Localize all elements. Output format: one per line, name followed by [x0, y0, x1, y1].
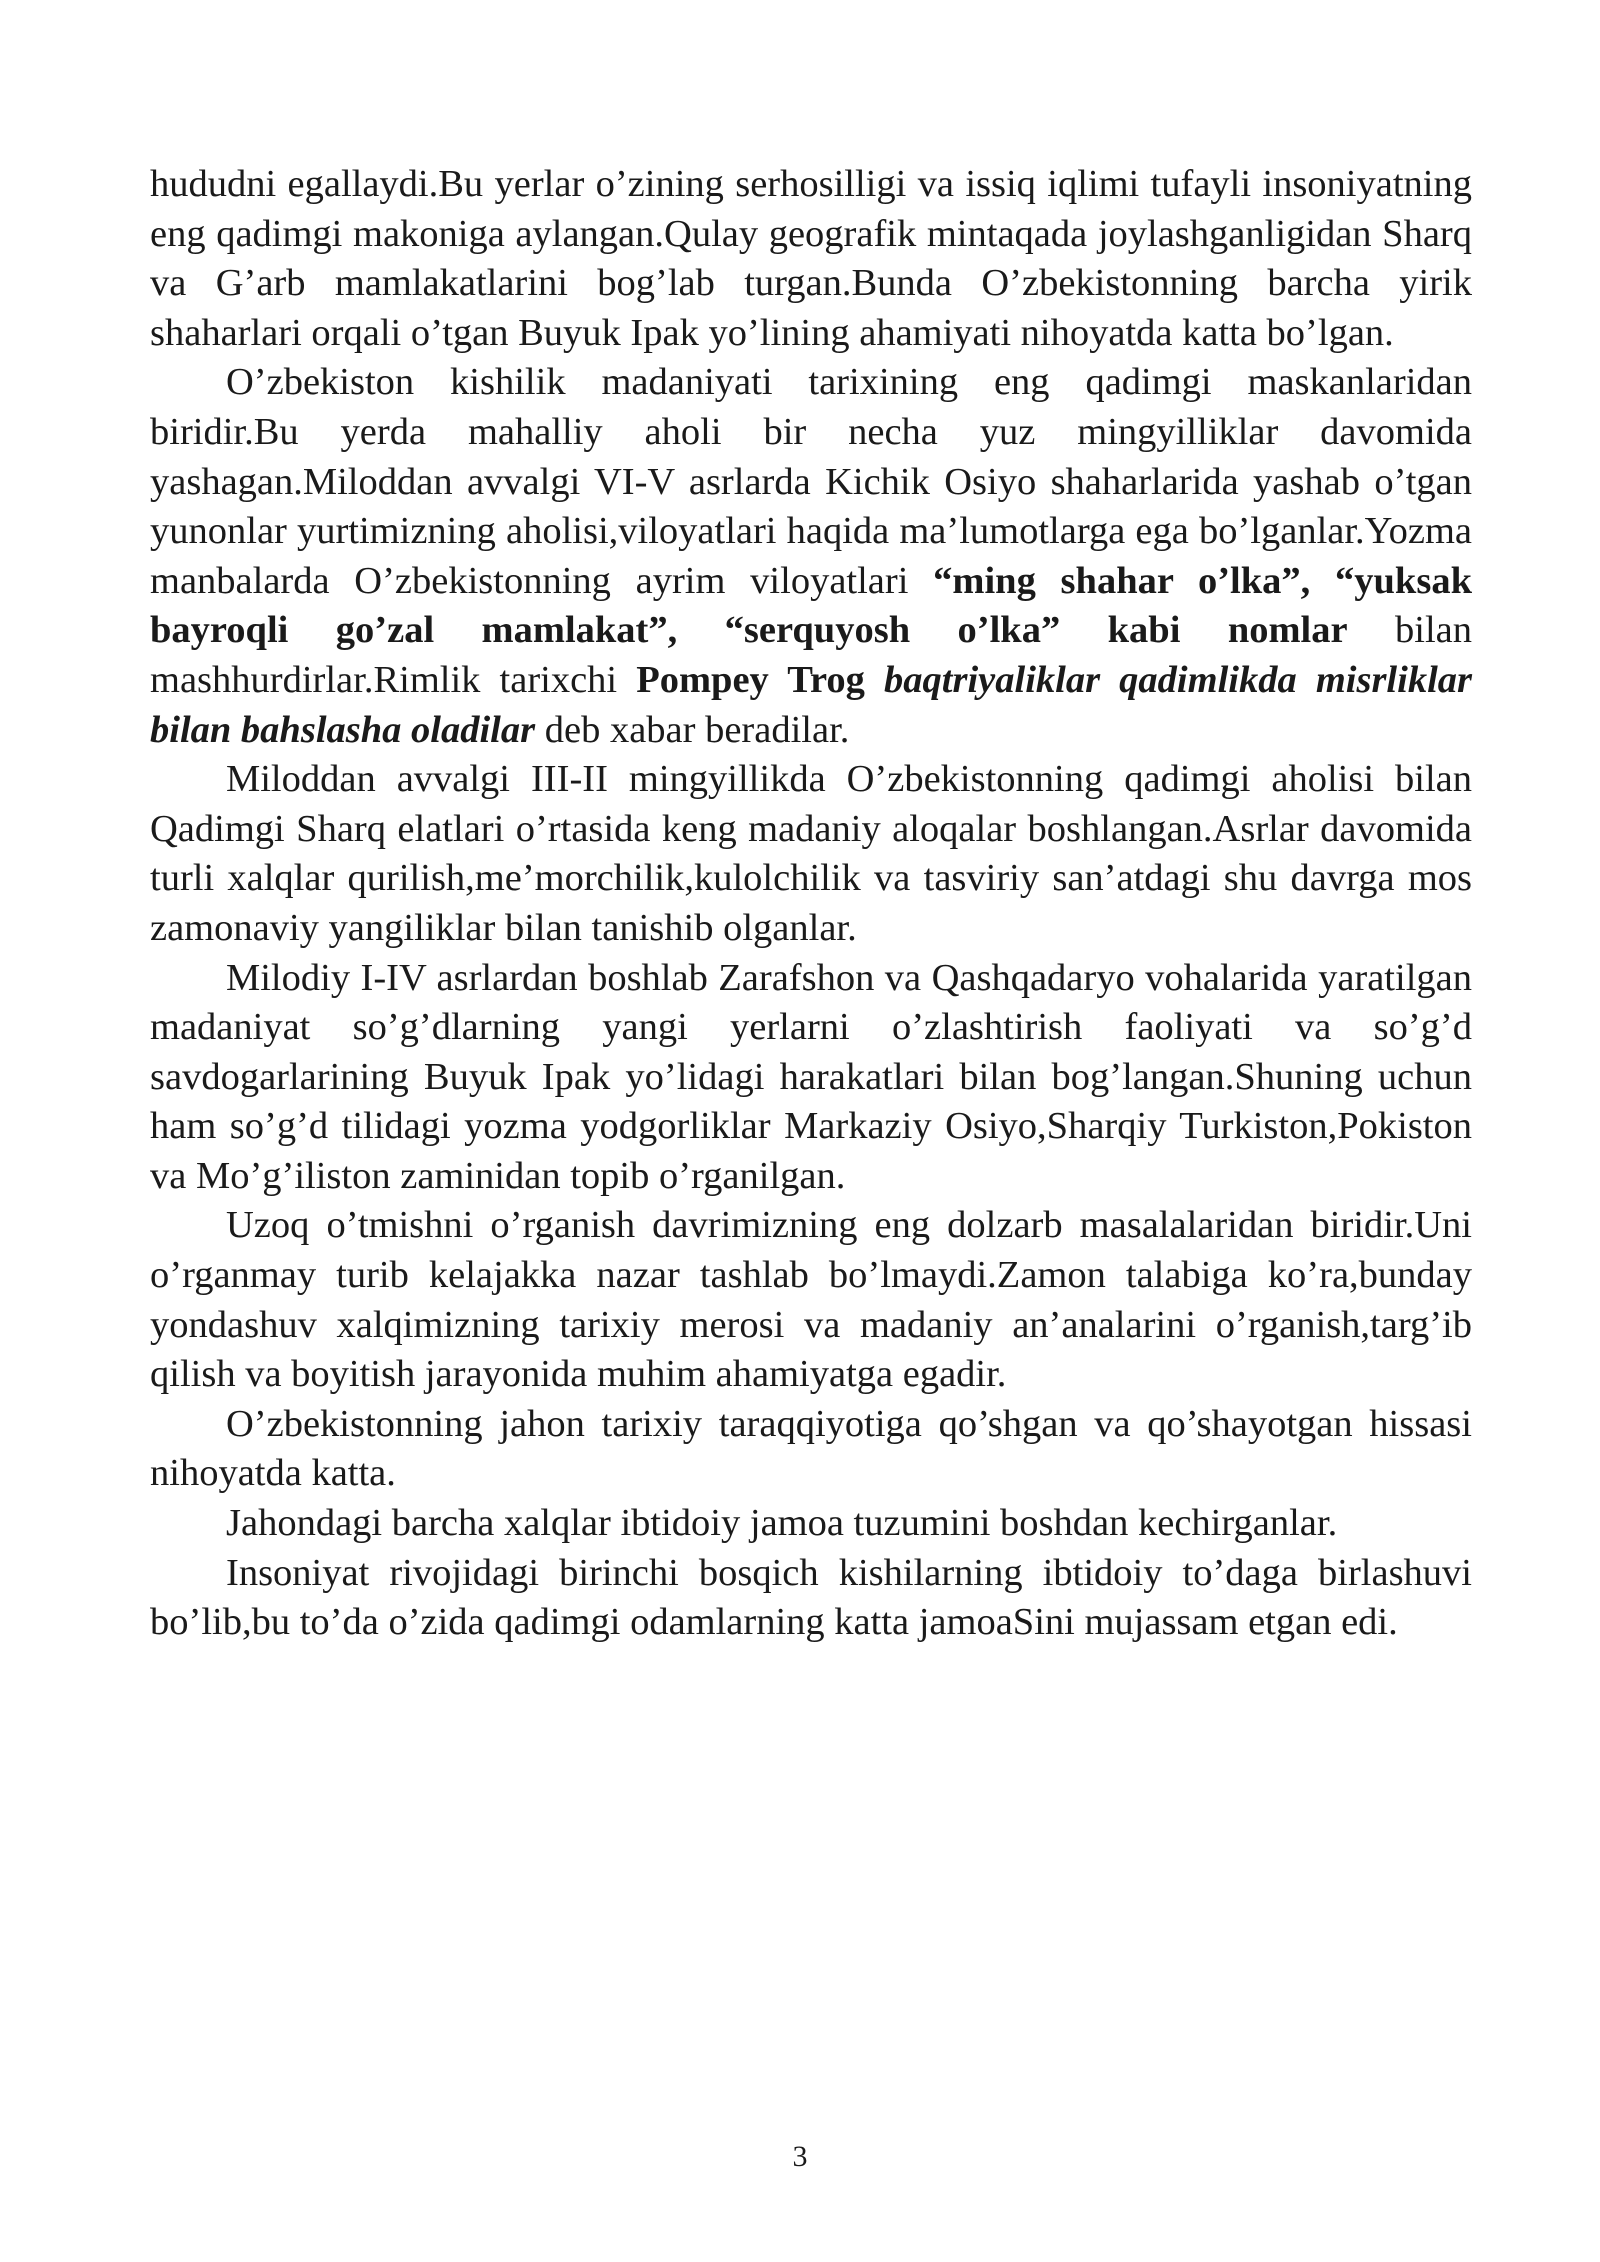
paragraph-2-text-c	[865, 659, 884, 701]
quote-bold-italic: baqtriyaliklar qadimlikda misrliklar bilan bahslasha oladilar	[150, 658, 1473, 751]
historian-name-bold: Pompey Trog	[636, 658, 865, 701]
page-number: 3	[792, 2140, 808, 2173]
paragraph-2	[150, 358, 1472, 755]
paragraph-3: Miloddan avvalgi III-II mingyillikda O’zbekistonning qadimgi aholisi bilan Qadimgi Sharq elatlari o’rtasida keng madaniy aloqalar boshlangan.Asrlar davomida turli xalqlar qurilish,me’morchilik,kulolchilik va tasviriy san’atdagi shu davrga mos zamonaviy yangiliklar bilan tanishib olganlar.	[150, 758, 1472, 949]
paragraph-4: Milodiy I-IV asrlardan boshlab Zarafshon va Qashqadaryo vohalarida yaratilgan madaniyat so’g’dlarning yangi yerlarni o’zlashtirish faoliyati va so’g’d savdogarlarining Buyuk Ipak yo’lidagi harakatlari bilan bog’langan.Shuning uchun ham so’g’d tilidagi yozma yodgorliklar Markaziy Osiyo,Sharqiy Turkiston,Pokiston va Mo’g’iliston zaminidan topib o’rganilgan.	[150, 956, 1472, 1197]
paragraph-2-text-a: O’zbekiston kishilik madaniyati tarixining eng qadimgi maskanlaridan biridir.Bu yerda mahalliy aholi bir necha yuz mingyilliklar davomida yashagan.Miloddan avvalgi VI-V asrlarda Kichik Osiyo shaharlarida yashab o’tgan yunonlar yurtimizning aholisi,viloyatlari haqida ma’lumotlarga ega bo’lganlar.Yozma manbalarda O’zbekistonning ayrim viloyatlari	[150, 361, 1472, 602]
paragraph-2-text-d: deb xabar beradilar.	[535, 708, 850, 751]
paragraph-2-text-b: bilan mashhurdirlar.Rimlik tarixchi	[150, 609, 1472, 701]
paragraph-5: Uzoq o’tmishni o’rganish davrimizning eng dolzarb masalalaridan biridir.Uni o’rganmay turib kelajakka nazar tashlab bo’lmaydi.Zamon talabiga ko’ra,bunday yondashuv xalqimizning tarixiy merosi va madaniy an’analarini o’rganish,targ’ib qilish va boyitish jarayonida muhim ahamiyatga egadir.	[150, 1204, 1472, 1396]
region-names-bold: “ming shahar o’lka”, “yuksak bayroqli go’zal mamlakat”, “serquyosh o’lka” kabi nomlar	[150, 559, 1472, 652]
paragraph-1: hududni egallaydi.Bu yerlar o’zining serhosilligi va issiq iqlimi tufayli insoniyatning eng qadimgi makoniga aylangan.Qulay geografik mintaqada joylashganligidan Sharq va G’arb mamlakatlarini bog’lab turgan.Bunda O’zbekistonning barcha yirik shaharlari orqali o’tgan Buyuk Ipak yo’lining ahamiyati nihoyatda katta bo’lgan.	[150, 163, 1472, 354]
paragraph-8: Insoniyat rivojidagi birinchi bosqich kishilarning ibtidoiy to’daga birlashuvi bo’lib,bu to’da o’zida qadimgi odamlarning katta jamoaSini mujassam etgan edi.	[150, 1551, 1472, 1644]
document-body	[150, 160, 1472, 1648]
paragraph-7: Jahondagi barcha xalqlar ibtidoiy jamoa tuzumini boshdan kechirganlar.	[226, 1502, 1338, 1545]
paragraph-6: O’zbekistonning jahon tarixiy taraqqiyotiga qo’shgan va qo’shayotgan hissasi nihoyatda katta.	[150, 1402, 1472, 1495]
